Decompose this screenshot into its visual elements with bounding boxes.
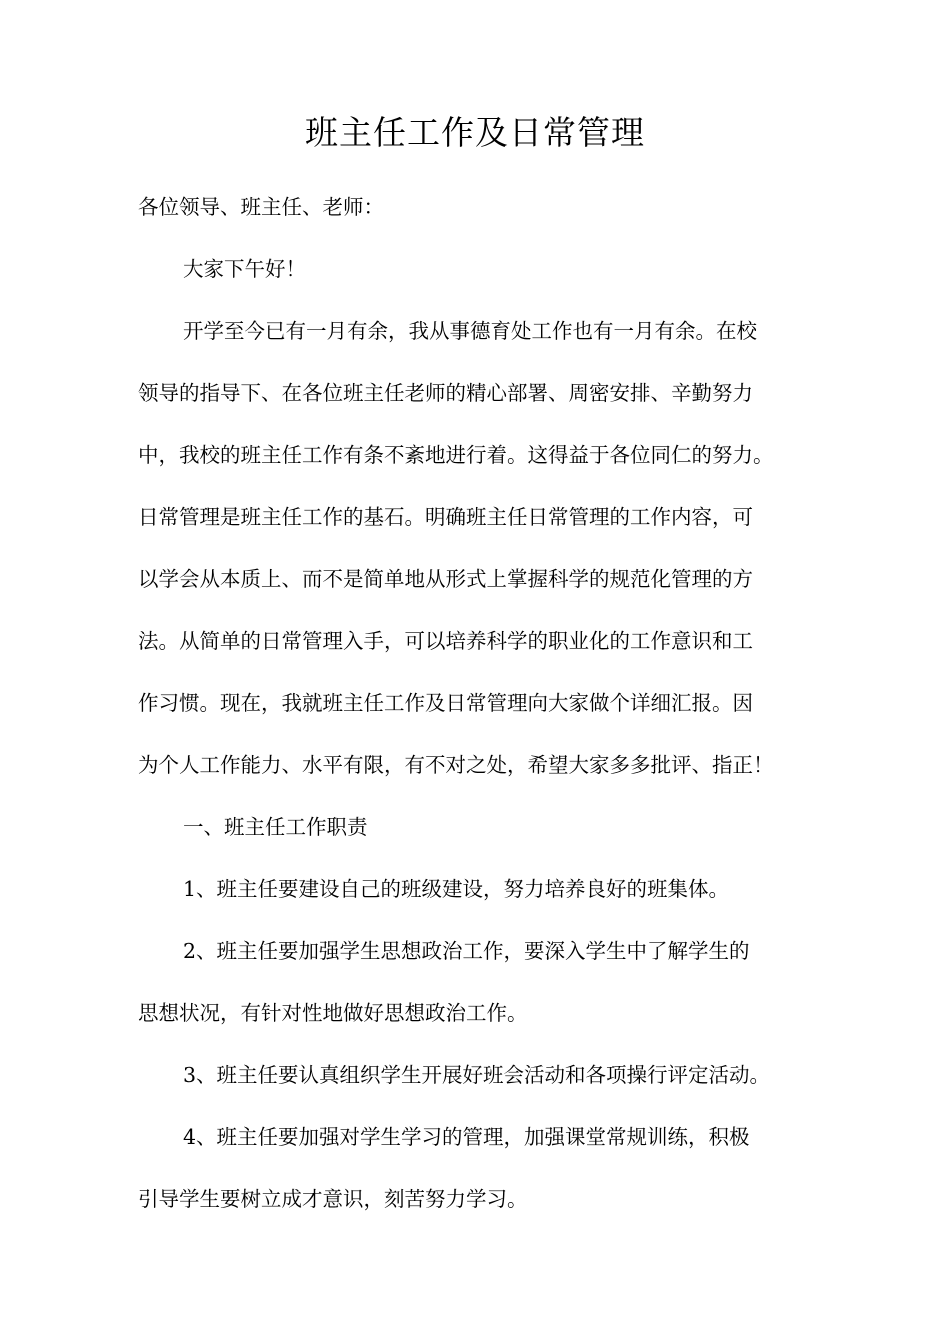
paragraph-line: 开学至今已有一月有余，我从事德育处工作也有一月有余。在校 — [183, 319, 757, 343]
list-item: 2、班主任要加强学生思想政治工作，要深入学生中了解学生的 — [183, 939, 750, 963]
paragraph-line: 为个人工作能力、水平有限，有不对之处，希望大家多多批评、指正！ — [138, 753, 774, 777]
paragraph-line: 中，我校的班主任工作有条不紊地进行着。这得益于各位同仁的努力。 — [138, 443, 774, 467]
salutation-line: 各位领导、班主任、老师： — [138, 195, 384, 219]
section-heading: 一、班主任工作职责 — [183, 815, 368, 839]
paragraph-line: 作习惯。现在，我就班主任工作及日常管理向大家做个详细汇报。因 — [138, 691, 753, 715]
document-title: 班主任工作及日常管理 — [305, 113, 645, 152]
list-item: 1、班主任要建设自己的班级建设，努力培养良好的班集体。 — [183, 877, 730, 901]
list-item-continuation: 思想状况，有针对性地做好思想政治工作。 — [138, 1001, 528, 1025]
paragraph-line: 日常管理是班主任工作的基石。明确班主任日常管理的工作内容，可 — [138, 505, 753, 529]
paragraph-line: 法。从简单的日常管理入手，可以培养科学的职业化的工作意识和工 — [138, 629, 753, 653]
paragraph-line: 领导的指导下、在各位班主任老师的精心部署、周密安排、辛勤努力 — [138, 381, 753, 405]
paragraph-line: 以学会从本质上、而不是简单地从形式上掌握科学的规范化管理的方 — [138, 567, 753, 591]
greeting-line: 大家下午好！ — [183, 257, 306, 281]
document-body — [138, 176, 838, 1230]
list-item: 4、班主任要加强对学生学习的管理，加强课堂常规训练，积极 — [183, 1125, 750, 1149]
list-item: 3、班主任要认真组织学生开展好班会活动和各项操行评定活动。 — [183, 1063, 771, 1087]
list-item-continuation: 引导学生要树立成才意识，刻苦努力学习。 — [138, 1187, 528, 1211]
